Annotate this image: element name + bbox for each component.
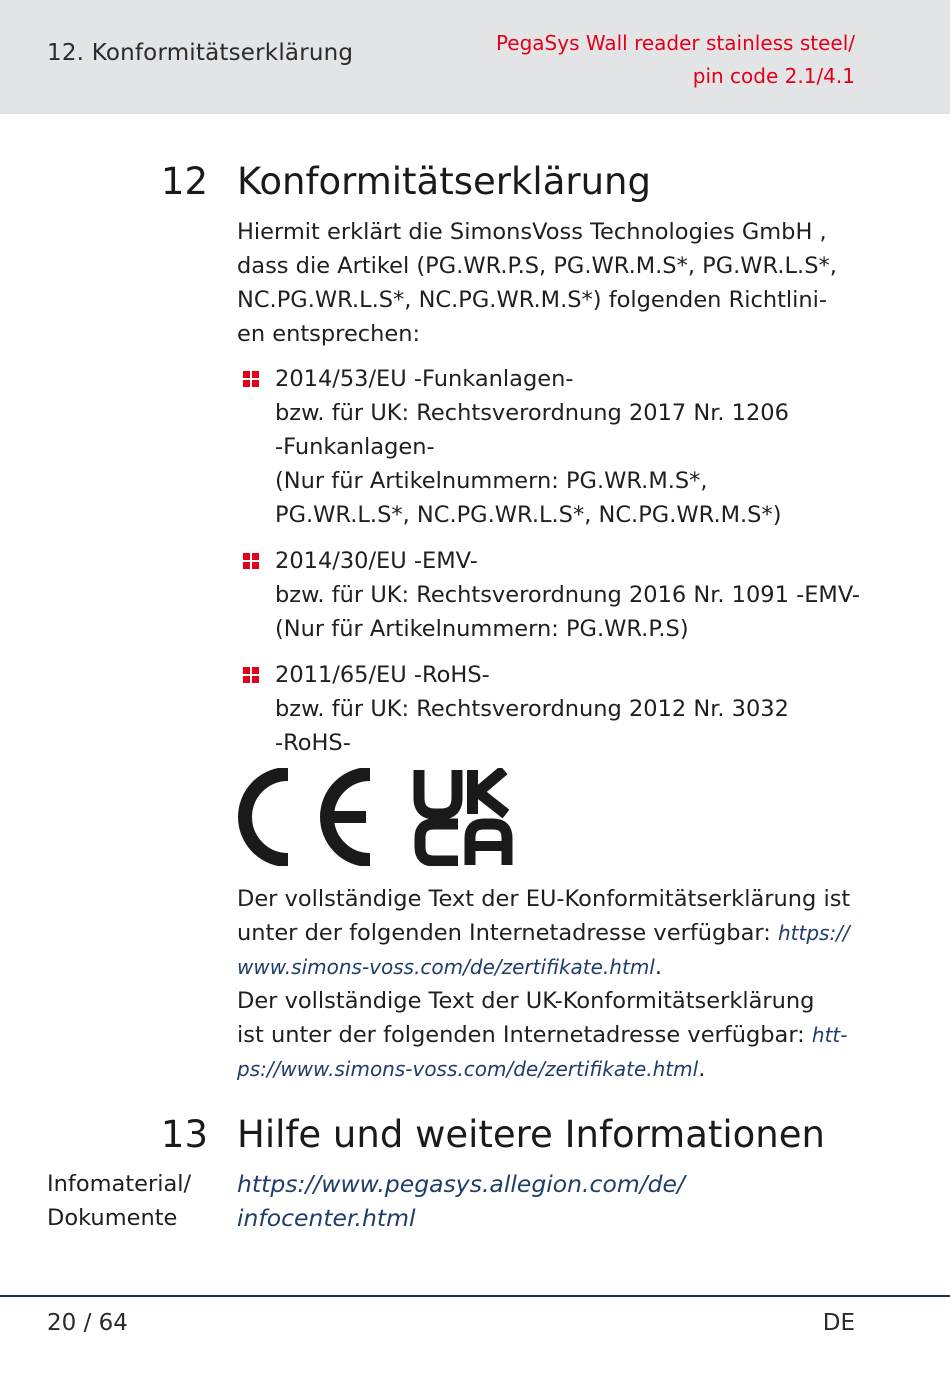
directive-line: -RoHS- — [275, 730, 351, 756]
uk-text-line: ist unter der folgenden Internetadresse verfügbar: — [237, 1022, 812, 1048]
eu-declaration-link[interactable]: www.simons-voss.com/de/zertifikate.html — [237, 955, 655, 979]
bullet-square-icon — [243, 371, 259, 387]
directive-item — [237, 658, 862, 760]
header-product-line2: pin code 2.1/4.1 — [692, 64, 855, 88]
eu-text-line: Der vollständige Text der EU-Konformitätserklärung ist — [237, 886, 851, 912]
ce-mark-icon — [245, 774, 370, 860]
directive-line: (Nur für Artikelnummern: PG.WR.M.S*, — [275, 468, 708, 494]
directive-line: bzw. für UK: Rechtsverordnung 2017 Nr. 1206 — [275, 400, 789, 426]
section-13-number: 13 — [160, 1113, 208, 1156]
section-12-title: Konformitätserklärung — [237, 160, 651, 203]
language-code: DE — [822, 1310, 855, 1336]
eu-link-continued — [237, 950, 862, 984]
eu-text-line-with-link — [237, 916, 862, 950]
eu-text-line: unter der folgenden Internetadresse verfügbar: — [237, 920, 778, 946]
directive-line: (Nur für Artikelnummern: PG.WR.P.S) — [275, 616, 689, 642]
infomaterial-label — [47, 1167, 191, 1235]
section-12-number: 12 — [160, 160, 208, 203]
intro-line: dass die Artikel (PG.WR.P.S, PG.WR.M.S*, PG.WR.L.S*, — [237, 253, 837, 279]
bullet-square-icon — [243, 553, 259, 569]
directive-line: 2014/53/EU -Funkanlagen- — [275, 366, 574, 392]
directive-line: 2014/30/EU -EMV- — [275, 548, 478, 574]
intro-line: NC.PG.WR.L.S*, NC.PG.WR.M.S*) folgenden Richtlini- — [237, 287, 828, 313]
page-number: 20 / 64 — [47, 1310, 128, 1336]
directive-line: -Funkanlagen- — [275, 434, 435, 460]
eu-declaration-link[interactable]: https:// — [777, 921, 850, 945]
footer-divider — [0, 1295, 950, 1297]
eu-declaration-text — [237, 882, 862, 1086]
intro-line: Hiermit erklärt die SimonsVoss Technologies GmbH , — [237, 219, 827, 245]
infomaterial-label-line: Infomaterial/ — [47, 1171, 192, 1197]
section-13-title: Hilfe und weitere Informationen — [237, 1113, 825, 1156]
header-product-name — [496, 27, 855, 93]
infomaterial-label-line: Dokumente — [47, 1205, 178, 1231]
header-product-line1: PegaSys Wall reader stainless steel/ — [495, 31, 855, 55]
infocenter-link-block — [237, 1167, 685, 1235]
directive-line: PG.WR.L.S*, NC.PG.WR.L.S*, NC.PG.WR.M.S*) — [275, 502, 782, 528]
directive-item — [237, 362, 862, 532]
intro-line: en entsprechen: — [237, 321, 421, 347]
page-header — [0, 0, 950, 114]
uk-link-continued — [237, 1052, 862, 1086]
directive-list — [237, 362, 862, 772]
header-section-title: 12. Konformitätserklärung — [47, 40, 354, 66]
eu-period: . — [654, 954, 663, 980]
uk-declaration-link[interactable]: htt- — [811, 1023, 848, 1047]
directive-line: bzw. für UK: Rechtsverordnung 2016 Nr. 1091 -EMV- — [275, 582, 861, 608]
infocenter-link[interactable]: infocenter.html — [237, 1204, 416, 1232]
directive-line: bzw. für UK: Rechtsverordnung 2012 Nr. 3032 — [275, 696, 789, 722]
directive-item — [237, 544, 862, 646]
directive-line: 2011/65/EU -RoHS- — [275, 662, 490, 688]
ukca-mark-icon — [419, 770, 507, 865]
uk-text-line: Der vollständige Text der UK-Konformitätserklärung — [237, 988, 815, 1014]
section-12-intro — [237, 215, 862, 351]
bullet-square-icon — [243, 667, 259, 683]
infocenter-link[interactable]: https://www.pegasys.allegion.com/de/ — [237, 1170, 685, 1198]
conformity-marks — [236, 768, 516, 866]
uk-period: . — [698, 1056, 706, 1082]
uk-declaration-link[interactable]: ps://www.simons-voss.com/de/zertifikate.html — [237, 1057, 699, 1081]
uk-text-line-with-link — [237, 1018, 862, 1052]
